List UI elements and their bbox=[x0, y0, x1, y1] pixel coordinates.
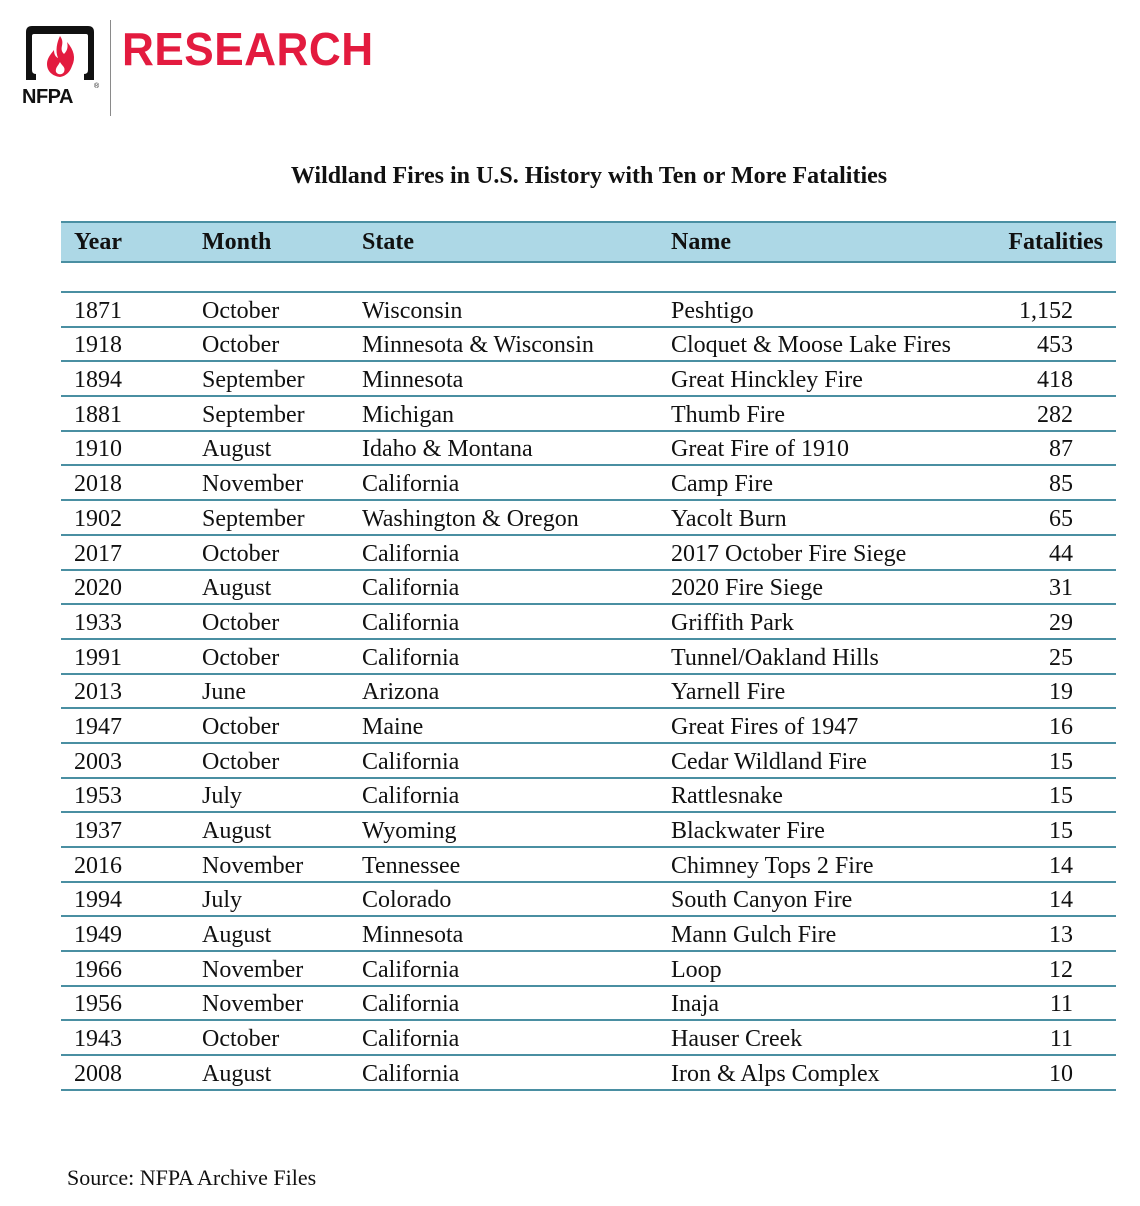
cell-year: 2018 bbox=[74, 471, 122, 498]
cell-name: 2017 October Fire Siege bbox=[671, 540, 907, 567]
table-row bbox=[61, 466, 1116, 501]
cell-state: California bbox=[362, 991, 460, 1018]
cell-year: 2003 bbox=[74, 748, 122, 775]
cell-state: Wisconsin bbox=[362, 297, 463, 324]
cell-year: 1956 bbox=[74, 991, 122, 1018]
cell-name: Great Fires of 1947 bbox=[671, 713, 859, 740]
column-header-year: Year bbox=[74, 229, 122, 255]
cell-name: 2020 Fire Siege bbox=[671, 575, 823, 602]
cell-month: June bbox=[202, 679, 246, 706]
cell-state: California bbox=[362, 575, 460, 602]
cell-fatalities: 15 bbox=[1049, 783, 1073, 810]
cell-fatalities: 13 bbox=[1049, 922, 1073, 949]
cell-fatalities: 85 bbox=[1049, 471, 1073, 498]
table-row bbox=[61, 813, 1116, 848]
cell-fatalities: 16 bbox=[1049, 713, 1073, 740]
cell-month: October bbox=[202, 644, 280, 671]
cell-year: 1991 bbox=[74, 644, 122, 671]
cell-month: September bbox=[202, 505, 305, 532]
cell-fatalities: 282 bbox=[1037, 401, 1073, 428]
cell-month: November bbox=[202, 991, 304, 1018]
cell-state: Colorado bbox=[362, 887, 452, 914]
cell-state: California bbox=[362, 1026, 460, 1053]
cell-state: California bbox=[362, 644, 460, 671]
table-row bbox=[61, 952, 1116, 987]
cell-state: California bbox=[362, 609, 460, 636]
table-row bbox=[61, 1021, 1116, 1056]
column-header-fatalities: Fatalities bbox=[1008, 229, 1103, 255]
cell-state: Minnesota bbox=[362, 922, 464, 949]
table-row bbox=[61, 744, 1116, 779]
table-row bbox=[61, 1056, 1116, 1091]
table-row bbox=[61, 362, 1116, 397]
cell-name: Blackwater Fire bbox=[671, 818, 825, 844]
cell-month: November bbox=[202, 852, 304, 879]
table-row bbox=[61, 675, 1116, 710]
cell-state: Idaho & Montana bbox=[362, 436, 533, 463]
table-spacer bbox=[61, 263, 1116, 293]
cell-year: 1910 bbox=[74, 436, 122, 463]
cell-state: Minnesota bbox=[362, 367, 464, 394]
cell-month: October bbox=[202, 332, 280, 359]
cell-fatalities: 15 bbox=[1049, 748, 1073, 775]
cell-month: October bbox=[202, 748, 280, 775]
cell-year: 2020 bbox=[74, 575, 122, 602]
cell-month: September bbox=[202, 367, 305, 394]
cell-state: California bbox=[362, 956, 460, 983]
wildland-fires-table bbox=[61, 221, 1116, 1091]
column-header-month: Month bbox=[202, 229, 272, 255]
table-row bbox=[61, 536, 1116, 571]
cell-fatalities: 11 bbox=[1049, 1026, 1073, 1053]
source-note: Source: NFPA Archive Files bbox=[67, 1165, 317, 1190]
cell-month: October bbox=[202, 713, 280, 740]
nfpa-research-logo bbox=[22, 20, 422, 120]
cell-fatalities: 87 bbox=[1049, 436, 1073, 463]
cell-year: 1953 bbox=[74, 783, 122, 810]
cell-name: Chimney Tops 2 Fire bbox=[671, 852, 874, 879]
table-row bbox=[61, 848, 1116, 883]
cell-state: California bbox=[362, 540, 460, 567]
cell-name: Cloquet & Moose Lake Fires bbox=[671, 332, 951, 359]
cell-fatalities: 25 bbox=[1049, 644, 1073, 671]
cell-month: August bbox=[202, 436, 272, 463]
cell-fatalities: 14 bbox=[1049, 887, 1073, 914]
cell-fatalities: 12 bbox=[1049, 956, 1073, 983]
cell-state: Michigan bbox=[362, 401, 454, 428]
cell-month: October bbox=[202, 609, 280, 636]
cell-name: Peshtigo bbox=[671, 297, 754, 324]
cell-name: Griffith Park bbox=[671, 609, 794, 636]
cell-name: Hauser Creek bbox=[671, 1026, 803, 1053]
table-row bbox=[61, 883, 1116, 918]
cell-year: 1894 bbox=[74, 367, 122, 394]
cell-state: California bbox=[362, 471, 460, 498]
cell-year: 1871 bbox=[74, 297, 122, 324]
cell-fatalities: 19 bbox=[1049, 679, 1073, 706]
table-row bbox=[61, 328, 1116, 363]
cell-fatalities: 1,152 bbox=[1019, 297, 1073, 324]
column-header-name: Name bbox=[671, 229, 731, 255]
cell-year: 1881 bbox=[74, 401, 122, 428]
cell-month: November bbox=[202, 956, 304, 983]
cell-year: 1949 bbox=[74, 922, 122, 949]
cell-fatalities: 15 bbox=[1049, 818, 1073, 844]
cell-name: Mann Gulch Fire bbox=[671, 922, 837, 949]
cell-year: 1933 bbox=[74, 609, 122, 636]
table-row bbox=[61, 605, 1116, 640]
cell-state: California bbox=[362, 1060, 460, 1087]
cell-month: August bbox=[202, 575, 272, 602]
cell-month: October bbox=[202, 297, 280, 324]
table-row bbox=[61, 501, 1116, 536]
cell-name: Rattlesnake bbox=[671, 783, 783, 810]
table-row bbox=[61, 917, 1116, 952]
cell-fatalities: 65 bbox=[1049, 505, 1073, 532]
cell-month: July bbox=[202, 887, 243, 914]
cell-fatalities: 44 bbox=[1049, 540, 1073, 567]
cell-year: 2013 bbox=[74, 679, 122, 706]
cell-name: Great Fire of 1910 bbox=[671, 436, 849, 463]
cell-name: Camp Fire bbox=[671, 471, 773, 498]
table-row bbox=[61, 293, 1116, 328]
cell-fatalities: 29 bbox=[1049, 609, 1073, 636]
cell-state: California bbox=[362, 748, 460, 775]
cell-year: 1937 bbox=[74, 818, 122, 844]
cell-state: Maine bbox=[362, 713, 424, 740]
cell-name: Cedar Wildland Fire bbox=[671, 748, 867, 775]
cell-name: Iron & Alps Complex bbox=[671, 1060, 880, 1087]
cell-year: 1918 bbox=[74, 332, 122, 359]
cell-state: Tennessee bbox=[362, 852, 461, 879]
cell-name: Yarnell Fire bbox=[671, 679, 786, 706]
cell-name: Yacolt Burn bbox=[671, 505, 787, 532]
cell-state: Minnesota & Wisconsin bbox=[362, 332, 594, 359]
cell-year: 2017 bbox=[74, 540, 122, 567]
table-row bbox=[61, 779, 1116, 814]
cell-name: South Canyon Fire bbox=[671, 887, 853, 914]
table-row bbox=[61, 987, 1116, 1022]
document-title: Wildland Fires in U.S. History with Ten or More Fatalities bbox=[290, 163, 888, 189]
cell-month: August bbox=[202, 1060, 272, 1087]
logo-divider bbox=[110, 20, 111, 116]
cell-month: August bbox=[202, 922, 272, 949]
cell-year: 1966 bbox=[74, 956, 122, 983]
cell-name: Inaja bbox=[671, 991, 719, 1018]
cell-year: 2008 bbox=[74, 1060, 122, 1087]
cell-state: Washington & Oregon bbox=[362, 505, 579, 532]
table-row bbox=[61, 397, 1116, 432]
cell-year: 1902 bbox=[74, 505, 122, 532]
cell-year: 1994 bbox=[74, 887, 122, 914]
nfpa-wordmark: NFPA bbox=[22, 86, 73, 108]
cell-name: Thumb Fire bbox=[671, 401, 785, 428]
cell-month: July bbox=[202, 783, 243, 810]
cell-name: Great Hinckley Fire bbox=[671, 367, 863, 394]
cell-fatalities: 11 bbox=[1049, 991, 1073, 1018]
cell-month: October bbox=[202, 540, 280, 567]
cell-month: October bbox=[202, 1026, 280, 1053]
cell-month: August bbox=[202, 818, 272, 844]
table-row bbox=[61, 709, 1116, 744]
table-row bbox=[61, 571, 1116, 606]
cell-fatalities: 10 bbox=[1049, 1060, 1073, 1087]
cell-month: September bbox=[202, 401, 305, 428]
research-label: RESEARCH bbox=[122, 23, 374, 75]
cell-month: November bbox=[202, 471, 304, 498]
table-header bbox=[61, 221, 1116, 263]
cell-year: 1947 bbox=[74, 713, 122, 740]
cell-name: Loop bbox=[671, 956, 722, 983]
column-header-state: State bbox=[362, 229, 414, 255]
cell-fatalities: 14 bbox=[1049, 852, 1073, 879]
cell-fatalities: 418 bbox=[1037, 367, 1073, 394]
cell-state: Wyoming bbox=[362, 818, 457, 844]
cell-fatalities: 31 bbox=[1049, 575, 1073, 602]
registered-mark: ® bbox=[94, 83, 100, 90]
cell-state: Arizona bbox=[362, 679, 440, 706]
cell-fatalities: 453 bbox=[1037, 332, 1073, 359]
table-row bbox=[61, 432, 1116, 467]
cell-year: 1943 bbox=[74, 1026, 122, 1053]
table-body bbox=[61, 293, 1116, 1091]
table-row bbox=[61, 640, 1116, 675]
cell-year: 2016 bbox=[74, 852, 122, 879]
cell-name: Tunnel/Oakland Hills bbox=[671, 644, 879, 671]
cell-state: California bbox=[362, 783, 460, 810]
